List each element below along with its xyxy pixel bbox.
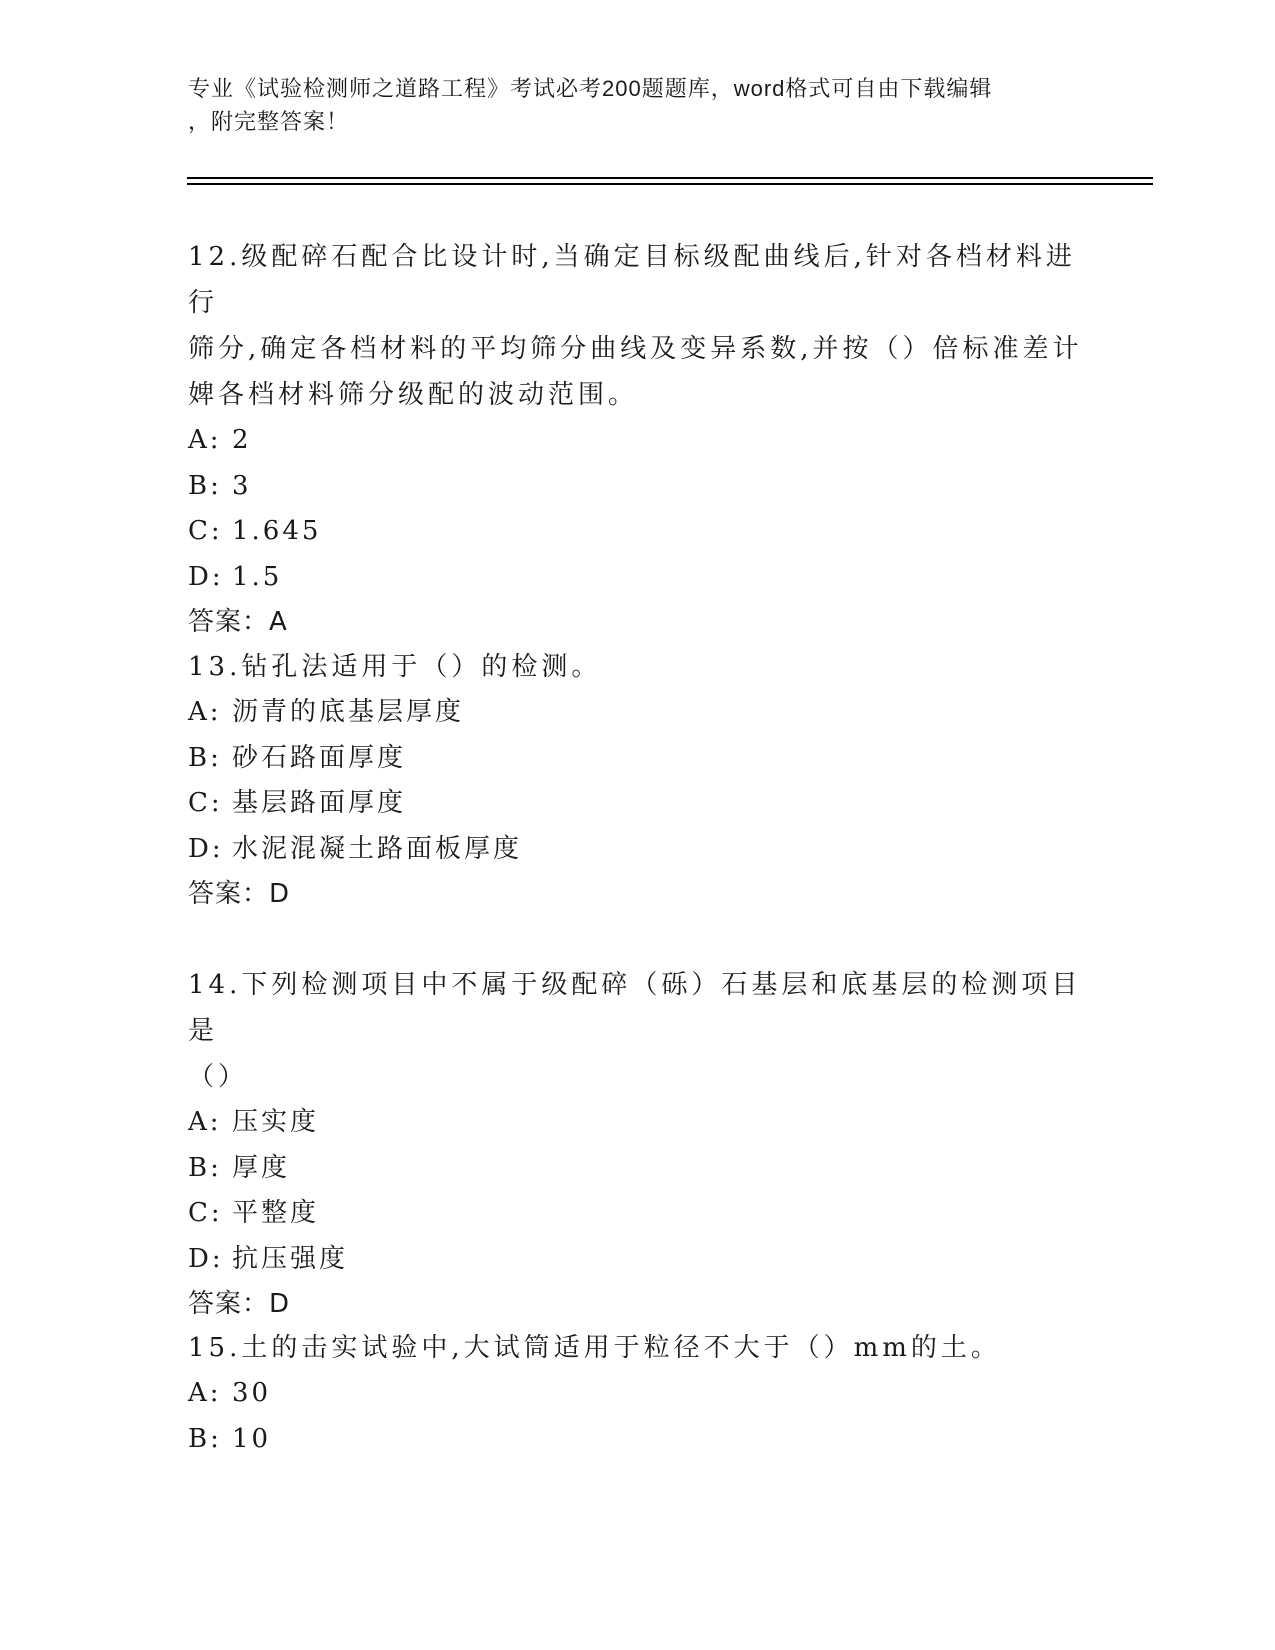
question-stem — [188, 962, 1088, 1100]
stem-line: 13.钻孔法适用于（）的检测。 — [188, 652, 602, 682]
stem-line: 12.级配碎石配合比设计时,当确定目标级配曲线后,针对各档材料进行 — [188, 242, 1076, 318]
question-15 — [188, 1325, 1088, 1462]
stem-line: （） — [188, 1062, 249, 1092]
question-13 — [188, 644, 1088, 917]
header-line-2: ，附完整答案！ — [188, 109, 350, 134]
question-stem — [188, 1325, 1088, 1371]
option-text: 30 — [232, 1378, 272, 1408]
question-stem — [188, 234, 1088, 418]
option-text: 压实度 — [232, 1107, 320, 1137]
option-c — [188, 781, 1088, 827]
option-text: 平整度 — [232, 1198, 320, 1228]
answer-line: 答案：D — [188, 879, 291, 909]
option-b — [188, 464, 1088, 510]
option-c — [188, 1191, 1088, 1237]
option-text: 抗压强度 — [232, 1243, 349, 1274]
option-a — [188, 418, 1088, 464]
option-text: 厚度 — [232, 1152, 291, 1183]
option-key: A: — [188, 1378, 222, 1408]
header-line-1: 专业《试验检测师之道路工程》考试必考200题题库，word格式可自由下载编辑 — [188, 76, 993, 101]
option-d — [188, 555, 1088, 601]
option-key: D: — [188, 1243, 224, 1274]
option-text: 1.5 — [232, 561, 283, 592]
option-c — [188, 509, 1088, 555]
document-header — [188, 72, 1068, 138]
option-key: B: — [188, 470, 222, 501]
stem-line: 筛分,确定各档材料的平均筛分曲线及变异系数,并按（）倍标准差计 — [188, 334, 1083, 364]
answer-line: 答案：A — [188, 607, 288, 637]
option-key: A: — [188, 1107, 222, 1137]
header-divider-top — [187, 177, 1153, 179]
stem-line: 15.土的击实试验中,大试筒适用于粒径不大于（）mm的土。 — [188, 1333, 1001, 1363]
question-12 — [188, 234, 1088, 645]
option-key: B: — [188, 1152, 222, 1183]
option-text: 1.645 — [232, 516, 322, 546]
option-text: 基层路面厚度 — [232, 788, 407, 818]
option-key: B: — [188, 742, 222, 773]
option-key: C: — [188, 516, 223, 546]
option-b — [188, 736, 1088, 782]
stem-line: 14.下列检测项目中不属于级配碎（砾）石基层和底基层的检测项目是 — [188, 970, 1082, 1046]
option-d — [188, 1237, 1088, 1283]
option-key: C: — [188, 1198, 223, 1228]
option-key: A: — [188, 697, 222, 727]
answer-line: 答案：D — [188, 1289, 291, 1319]
option-d — [188, 827, 1088, 873]
option-text: 砂石路面厚度 — [232, 742, 407, 773]
option-a — [188, 1371, 1088, 1417]
option-key: D: — [188, 833, 224, 864]
question-stem — [188, 644, 1088, 690]
option-text: 3 — [232, 470, 252, 501]
question-14 — [188, 962, 1088, 1327]
option-a — [188, 1100, 1088, 1146]
option-b — [188, 1146, 1088, 1192]
option-key: D: — [188, 561, 224, 592]
option-key: C: — [188, 788, 223, 818]
option-a — [188, 690, 1088, 736]
stem-line: 婢各档材料筛分级配的波动范围。 — [188, 380, 639, 410]
option-text: 沥青的底基层厚度 — [232, 697, 465, 727]
option-key: A: — [188, 425, 222, 455]
option-text: 10 — [232, 1423, 272, 1454]
header-divider-bottom — [187, 183, 1153, 185]
option-text: 2 — [232, 425, 252, 455]
option-text: 水泥混凝土路面板厚度 — [232, 833, 523, 864]
option-key: B: — [188, 1423, 222, 1454]
option-b — [188, 1417, 1088, 1463]
